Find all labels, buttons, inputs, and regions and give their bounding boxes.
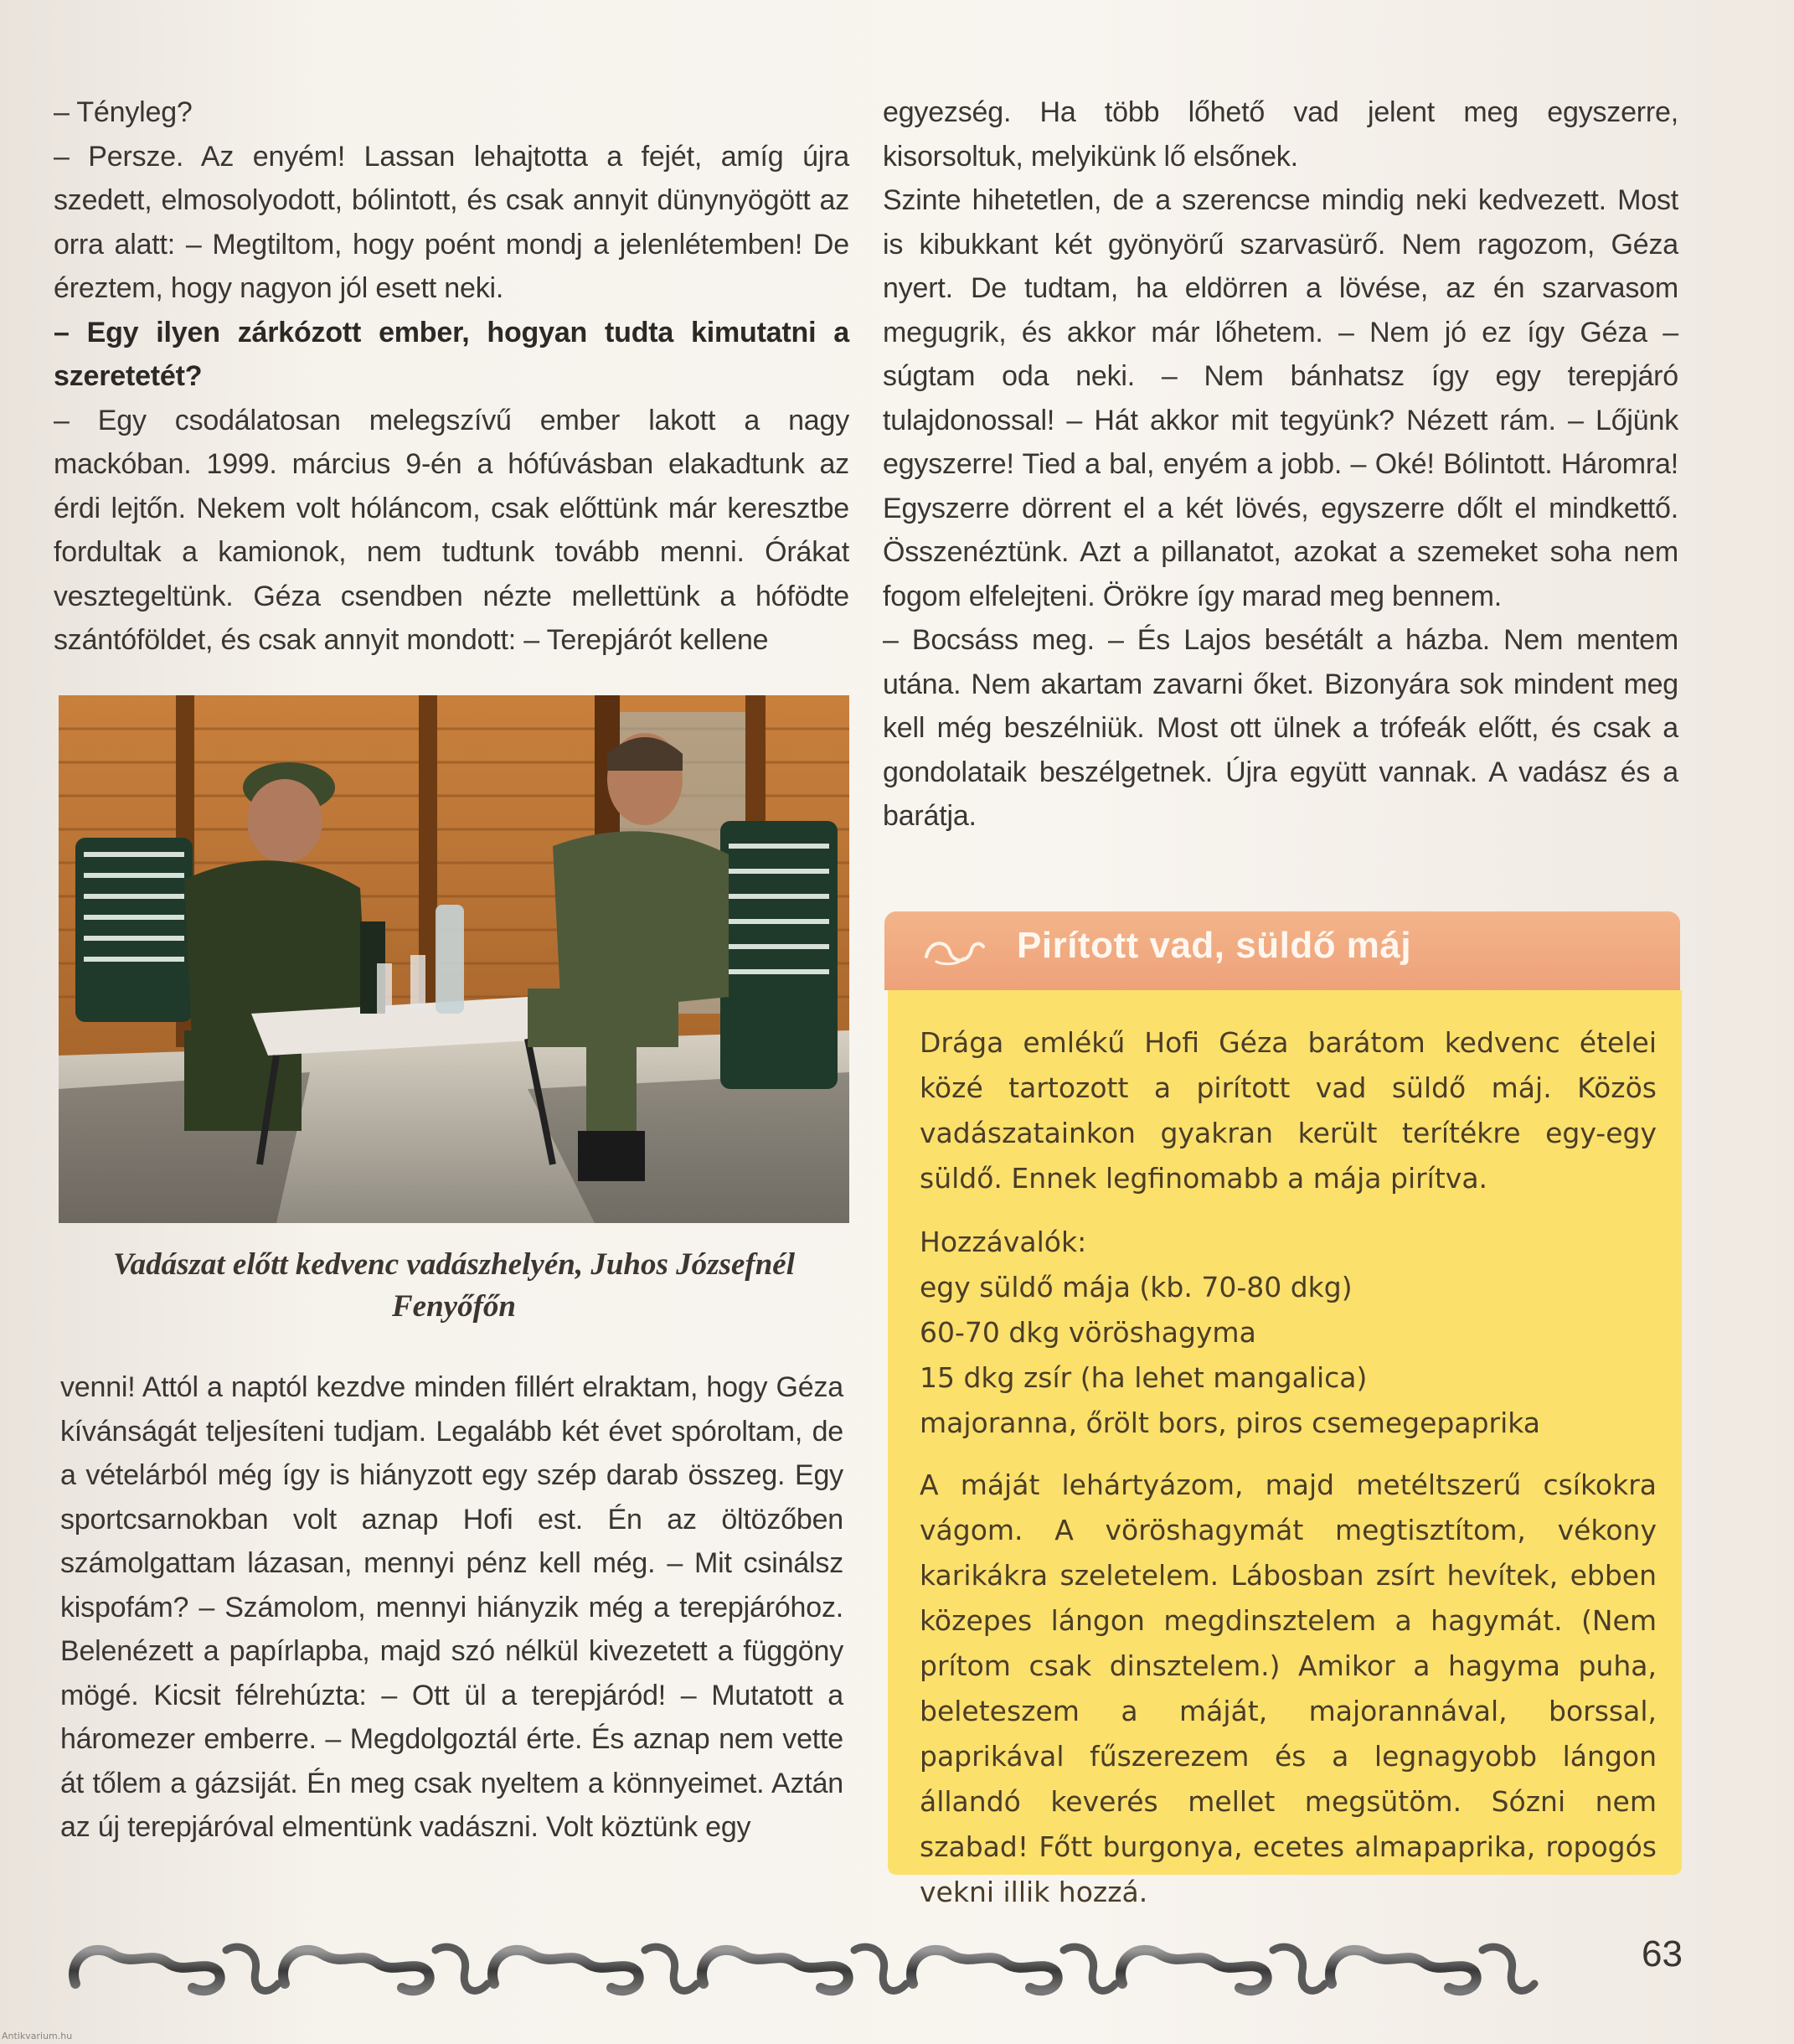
paragraph: – Bocsáss meg. – És Lajos besétált a házba. Nem mentem utána. Nem akartam zavarni őket. Bizonyára sok mindent meg kell még beszélniük. Most ott ülnek a trófeák előtt, és csak a gondolataik beszélgetnek. Újra együtt vannak. A vadász és a barátja.	[883, 624, 1678, 832]
interview-question: – Egy ilyen zárkózott ember, hogyan tudta kimutatni a szeretetét?	[54, 316, 849, 392]
ingredient-item: 15 dkg zsír (ha lehet mangalica)	[920, 1361, 1368, 1394]
paragraph: venni! Attól a naptól kezdve minden fillért elraktam, hogy Géza kívánságát teljesíteni tudjam. Legalább két évet spóroltam, de a vételárból még így is hiányzott egy szép darab összeg. Egy sportcsarnokban volt aznap Hofi est. Én az öltözőben számolgattam lázasan, mennyi pénz kell még. – Mit csinálsz kispofám? – Számolom, mennyi hiányzik még a terepjáróhoz. Belenézett a papírlapba, majd szó nélkül kivezetett a függöny mögé. Kicsit félrehúzta: – Ott ül a terepjáród! – Mutatott a háromezer emberre. – Megdolgoztál érte. És aznap nem vette át tőlem a gázsiját. Én meg csak nyeltem a könnyeimet. Aztán az új terepjáróval elmentünk vadászni. Volt köztünk egy	[60, 1371, 843, 1843]
ingredients-heading: Hozzávalók:	[920, 1226, 1087, 1258]
paragraph: – Persze. Az enyém! Lassan lehajtotta a fejét, amíg újra szedett, elmosolyodott, bólintott, és csak annyit dünynyögött az orra alatt: – Megtiltom, hogy poént mondj a jelenlétemben! De éreztem, hogy nagyon jól esett neki.	[54, 140, 849, 304]
page-number: 63	[1642, 1933, 1683, 1974]
recipe-method: A máját lehártyázom, majd metéltszerű csíkokra vágom. A vöröshagymát megtisztítom, vékony karikákra szeletelem. Lábosban zsírt hevítek, ebben közepes lángon megdinsztelem a hagymát. (Nem prítom csak dinsztelem.) Amikor a hagyma puha, beleteszem a máját, majorannával, borssal, paprikával fűszerezem és a legnagyobb lángon állandó keverés mellet megsütöm. Sózni nem szabad! Főtt burgonya, ecetes almapaprika, ropogós vekni illik hozzá.	[920, 1468, 1657, 1908]
recipe-header	[884, 911, 1680, 990]
photo-caption: Vadászat előtt kedvenc vadászhelyén, Juhos Józsefnél Fenyőfőn	[113, 1247, 795, 1324]
right-column	[883, 90, 1678, 839]
ingredient-item: majoranna, őrölt bors, piros csemegepaprika	[920, 1407, 1541, 1439]
ingredient-item: egy süldő mája (kb. 70-80 dkg)	[920, 1271, 1353, 1303]
paragraph: egyezség. Ha több lőhető vad jelent meg egyszerre, kisorsoltuk, melyikünk lő elsőnek.	[883, 96, 1678, 173]
recipe-intro: Drága emlékű Hofi Géza barátom kedvenc ételei közé tartozott a pirított vad süldő máj. Közös vadászatainkon gyakran került terítékre egy-egy süldő. Ennek legfinomabb a mája pirítva.	[920, 1026, 1657, 1195]
ingredients-list	[920, 1220, 1657, 1446]
ornament-border	[59, 1925, 1600, 2009]
photo-illustration	[59, 695, 849, 1223]
left-column-bottom	[60, 1365, 843, 1850]
paragraph: Szinte hihetetlen, de a szerencse mindig neki kedvezett. Most is kibukkant két gyönyörű szarvasürő. Nem ragozom, Géza nyert. De tudtam, ha eldörren a lövése, az én szarvasom megugrik, és akkor már lőhetem. – Nem jó ez így Géza – súgtam oda neki. – Nem bánhatsz így egy terepjáró tulajdonossal! – Hát akkor mit tegyünk? Nézett rám. – Lőjünk egyszerre! Tied a bal, enyém a jobb. – Oké! Bólintott. Háromra! Egyszerre dörrent el a két lövés, egyszerre dőlt el mindkettő. Összenéztünk. Azt a pillanatot, azokat a szemeket soha nem fogom elfelejteni. Örökre így marad meg bennem.	[883, 184, 1678, 612]
paragraph: – Tényleg?	[54, 96, 193, 128]
recipe-title: Pirított vad, süldő máj	[1017, 925, 1412, 966]
ingredient-item: 60-70 dkg vöröshagyma	[920, 1316, 1256, 1349]
left-column-top	[54, 90, 849, 663]
photograph	[59, 695, 849, 1223]
watermark: Antikvarium.hu	[2, 2031, 73, 2041]
swirl-icon	[921, 932, 988, 970]
paragraph: – Egy csodálatosan melegszívű ember lakott a nagy mackóban. 1999. március 9-én a hófúvásban elakadtunk az érdi lejtőn. Nekem volt hóláncom, csak előttünk már keresztbe fordultak a kamionok, nem tudtunk tovább menni. Órákat vesztegeltünk. Géza csendben nézte mellettünk a hófödte szántóföldet, és csak annyit mondott: – Terepjárót kellene	[54, 404, 849, 656]
